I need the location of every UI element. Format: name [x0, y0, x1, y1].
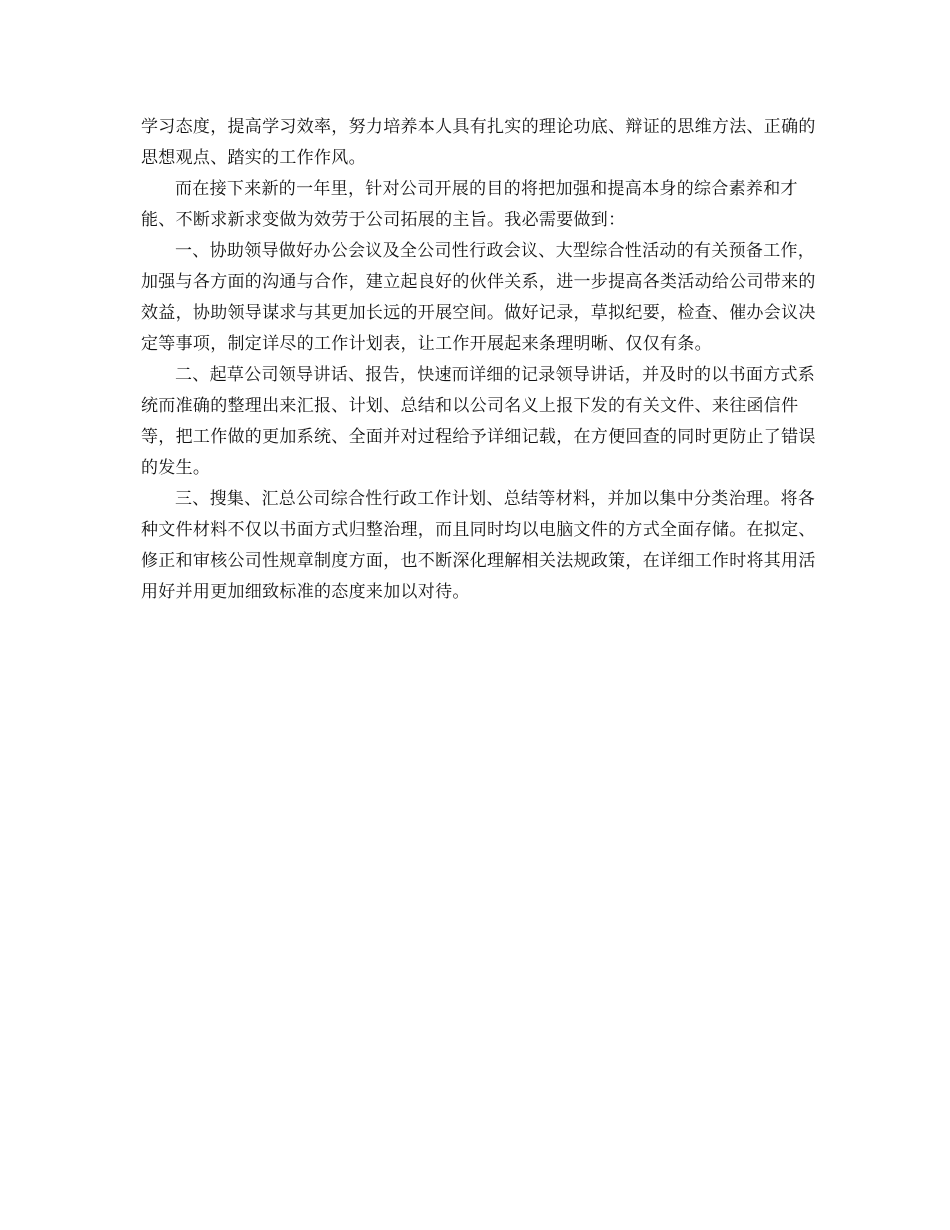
paragraph-item-2: 二、起草公司领导讲话、报告，快速而详细的记录领导讲话，并及时的以书面方式系统而准确的整理出来汇报、计划、总结和以公司名义上报下发的有关文件、来往函信件等，把工作做的更加系统、全面并对过程给予详细记载，在方便回查的同时更防止了错误的发生。 — [141, 365, 816, 478]
paragraph-continued: 学习态度，提高学习效率，努力培养本人具有扎实的理论功底、辩证的思维方法、正确的思想观点、踏实的工作作风。 — [141, 117, 816, 168]
paragraph-intro: 而在接下来新的一年里，针对公司开展的目的将把加强和提高本身的综合素养和才能、不断求新求变做为效劳于公司拓展的主旨。我必需要做到： — [141, 179, 798, 230]
paragraph-item-1: 一、协助领导做好办公会议及全公司性行政会议、大型综合性活动的有关预备工作，加强与各方面的沟通与合作，建立起良好的伙伴关系，进一步提高各类活动给公司带来的效益，协助领导谋求与其更加长远的开展空间。做好记录，草拟纪要，检查、催办会议决定等事项，制定详尽的工作计划表，让工作开展起来条理明晰、仅仅有条。 — [141, 241, 816, 354]
paragraph-item-3: 三、搜集、汇总公司综合性行政工作计划、总结等材料，并加以集中分类治理。将各种文件材料不仅以书面方式归整治理，而且同时均以电脑文件的方式全面存储。在拟定、修正和审核公司性规章制度方面，也不断深化理解相关法规政策，在详细工作时将其用活用好并用更加细致标准的态度来加以对待。 — [141, 489, 816, 602]
document-body — [141, 112, 821, 608]
